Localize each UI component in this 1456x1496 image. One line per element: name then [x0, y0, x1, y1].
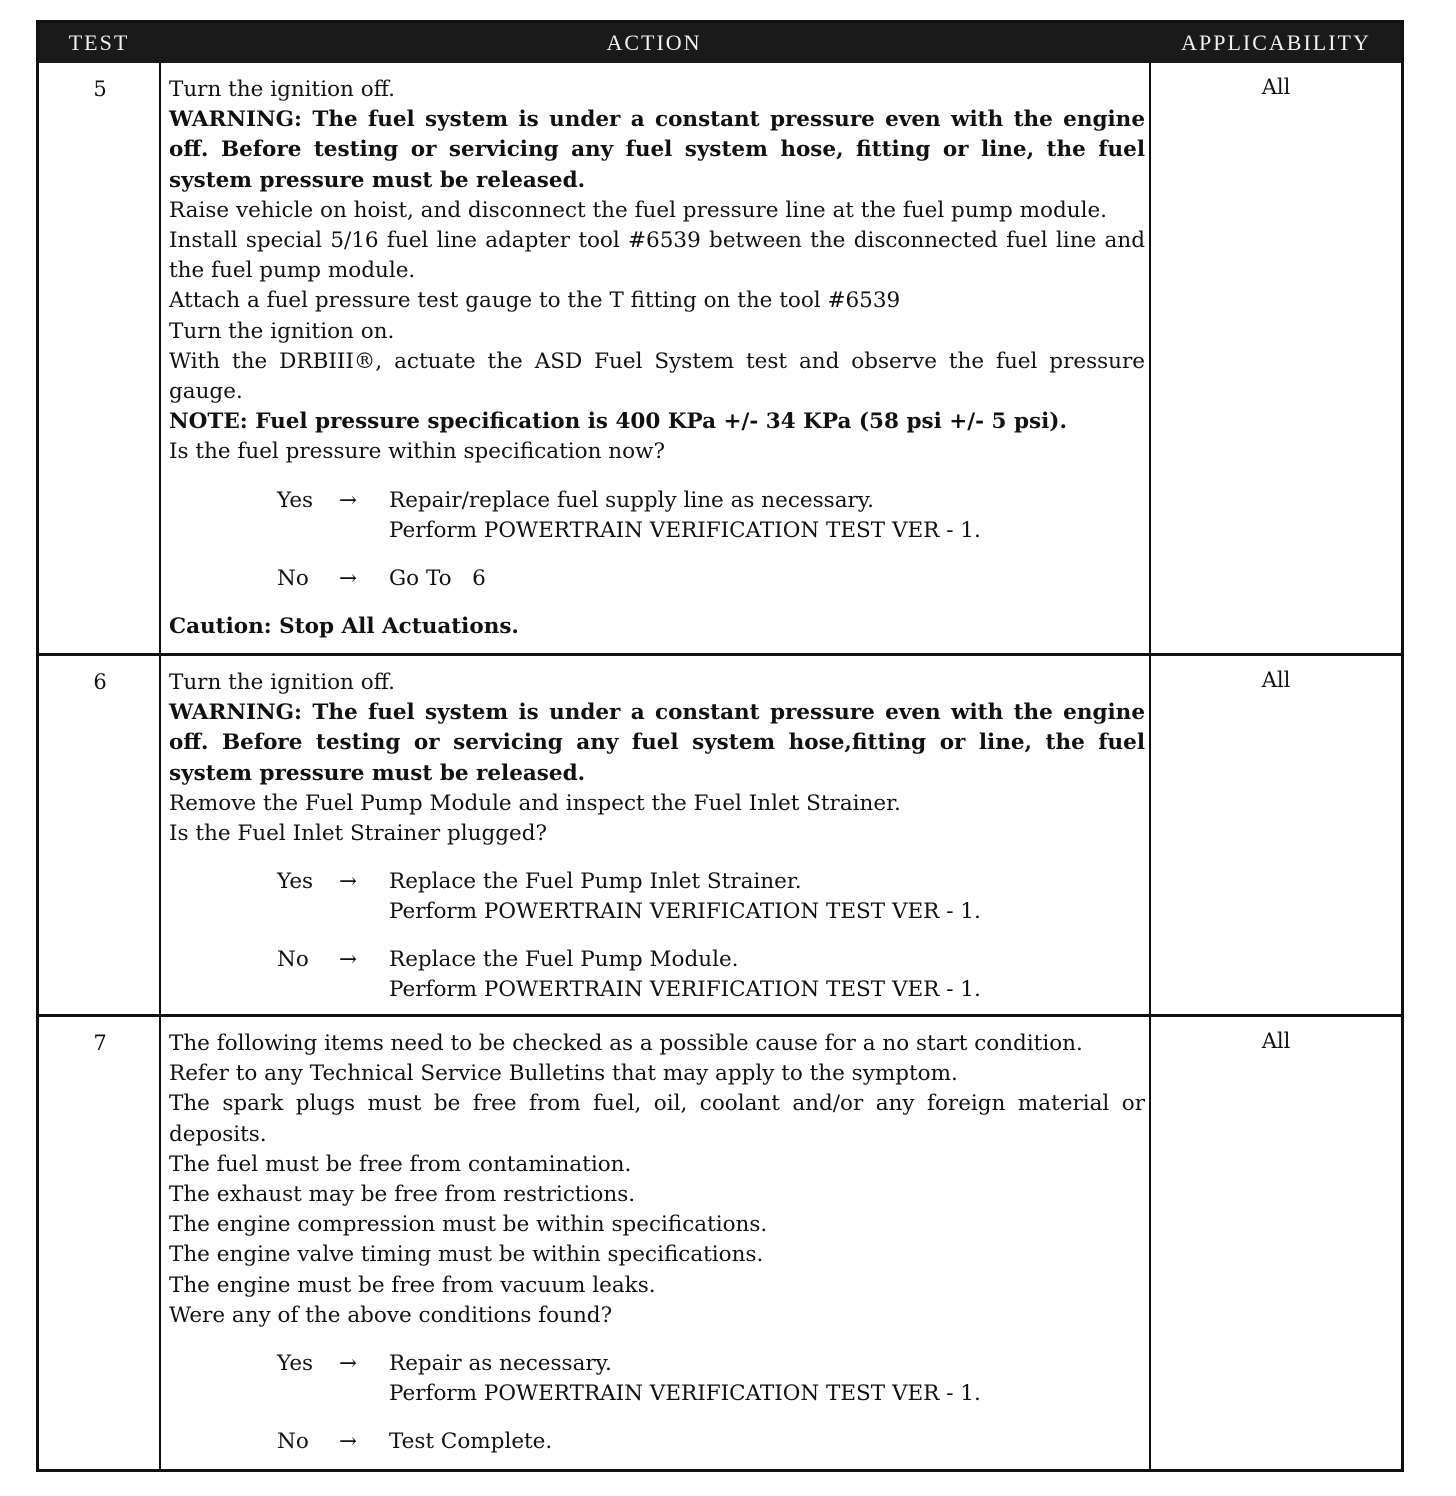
header-action: ACTION [606, 30, 702, 55]
action-text: Attach a fuel pressure test gauge to the T fitting on the tool #6539 [169, 288, 901, 314]
no-result [389, 945, 981, 1005]
header-test: TEST [68, 30, 130, 55]
action-text: With the DRBIII®, actuate the ASD Fuel System test and observe the fuel pressure gauge. [169, 348, 1145, 405]
action-text: Turn the ignition off. [169, 670, 395, 695]
yes-result [389, 486, 981, 546]
action-text: Turn the ignition off. [169, 77, 395, 102]
no-result: Test Complete. [389, 1429, 553, 1455]
arrow-right-icon: → [339, 487, 358, 513]
action-cell [169, 75, 1145, 642]
table-header [39, 23, 1401, 63]
applicability-value: All [1261, 75, 1291, 99]
warning-text: WARNING: The fuel system is under a constant pressure even with the engine off. Before testing or servicing any fuel system hose, fitting or line, the fuel system pressure must be released. [169, 107, 1145, 193]
no-label: No [277, 565, 309, 591]
question-text: Is the fuel pressure within specification now? [169, 439, 665, 465]
yes-result [389, 867, 981, 927]
yes-label: Yes [277, 487, 314, 513]
column-divider [159, 63, 161, 1469]
no-branch [169, 945, 1145, 1005]
action-text: The engine valve timing must be within specifications. [169, 1242, 764, 1268]
action-text: Install special 5/16 fuel line adapter tool #6539 between the disconnected fuel line and the fuel pump module. [169, 228, 1145, 284]
action-text: The fuel must be free from contamination. [169, 1151, 632, 1177]
no-label: No [277, 1429, 309, 1455]
caution-text: Caution: Stop All Actuations. [169, 613, 519, 639]
no-branch [169, 1427, 1145, 1457]
test-number: 5 [93, 77, 107, 101]
result-text: Perform POWERTRAIN VERIFICATION TEST VER - 1. [389, 517, 981, 543]
question-text: Were any of the above conditions found? [169, 1302, 613, 1328]
action-text: The engine compression must be within specifications. [169, 1212, 768, 1238]
yes-branch [169, 486, 1145, 546]
result-text: Perform POWERTRAIN VERIFICATION TEST VER - 1. [389, 899, 981, 925]
arrow-right-icon: → [339, 869, 358, 895]
action-cell [169, 1029, 1145, 1457]
no-label: No [277, 947, 309, 973]
diagnostic-table [36, 20, 1404, 1472]
applicability-value: All [1261, 668, 1291, 692]
note-text: NOTE: Fuel pressure specification is 400 KPa +/- 34 KPa (58 psi +/- 5 psi). [169, 409, 1067, 435]
action-text: Raise vehicle on hoist, and disconnect the fuel pressure line at the fuel pump module. [169, 197, 1108, 223]
result-text: Repair/replace fuel supply line as necessary. [389, 487, 874, 513]
no-branch [169, 564, 1145, 594]
test-number: 6 [93, 670, 107, 694]
yes-result [389, 1349, 981, 1409]
test-number: 7 [93, 1031, 107, 1055]
arrow-right-icon: → [339, 565, 358, 591]
arrow-right-icon: → [339, 1351, 358, 1377]
result-text: Repair as necessary. [389, 1351, 612, 1377]
yes-label: Yes [277, 869, 314, 895]
action-cell [169, 668, 1145, 1005]
header-applicability: APPLICABILITY [1181, 30, 1371, 55]
warning-text: WARNING: The fuel system is under a constant pressure even with the engine off. Before testing or servicing any fuel system hose,fitting or line, the fuel system pressure must be released. [169, 700, 1145, 786]
applicability-value: All [1261, 1029, 1291, 1053]
arrow-right-icon: → [339, 947, 358, 973]
result-text: Perform POWERTRAIN VERIFICATION TEST VER - 1. [389, 1381, 981, 1407]
yes-branch [169, 867, 1145, 927]
yes-label: Yes [277, 1351, 314, 1377]
action-text: Turn the ignition on. [169, 318, 395, 344]
action-text: The engine must be free from vacuum leaks. [169, 1272, 656, 1298]
question-text: Is the Fuel Inlet Strainer plugged? [169, 821, 548, 847]
row-divider [39, 1014, 1401, 1017]
no-result: Go To 6 [389, 565, 486, 591]
column-divider [1149, 63, 1151, 1469]
action-text: Refer to any Technical Service Bulletins that may apply to the symptom. [169, 1061, 958, 1087]
row-divider [39, 653, 1401, 656]
action-text: The spark plugs must be free from fuel, oil, coolant and/or any foreign material or deposits. [169, 1091, 1145, 1147]
action-text: The following items need to be checked as a possible cause for a no start condition. [169, 1031, 1083, 1056]
action-text: The exhaust may be free from restrictions. [169, 1182, 636, 1208]
result-text: Perform POWERTRAIN VERIFICATION TEST VER - 1. [389, 977, 981, 1003]
action-text: Remove the Fuel Pump Module and inspect the Fuel Inlet Strainer. [169, 790, 901, 816]
result-text: Replace the Fuel Pump Module. [389, 947, 739, 973]
result-text: Replace the Fuel Pump Inlet Strainer. [389, 869, 802, 895]
yes-branch [169, 1349, 1145, 1409]
arrow-right-icon: → [339, 1429, 358, 1455]
